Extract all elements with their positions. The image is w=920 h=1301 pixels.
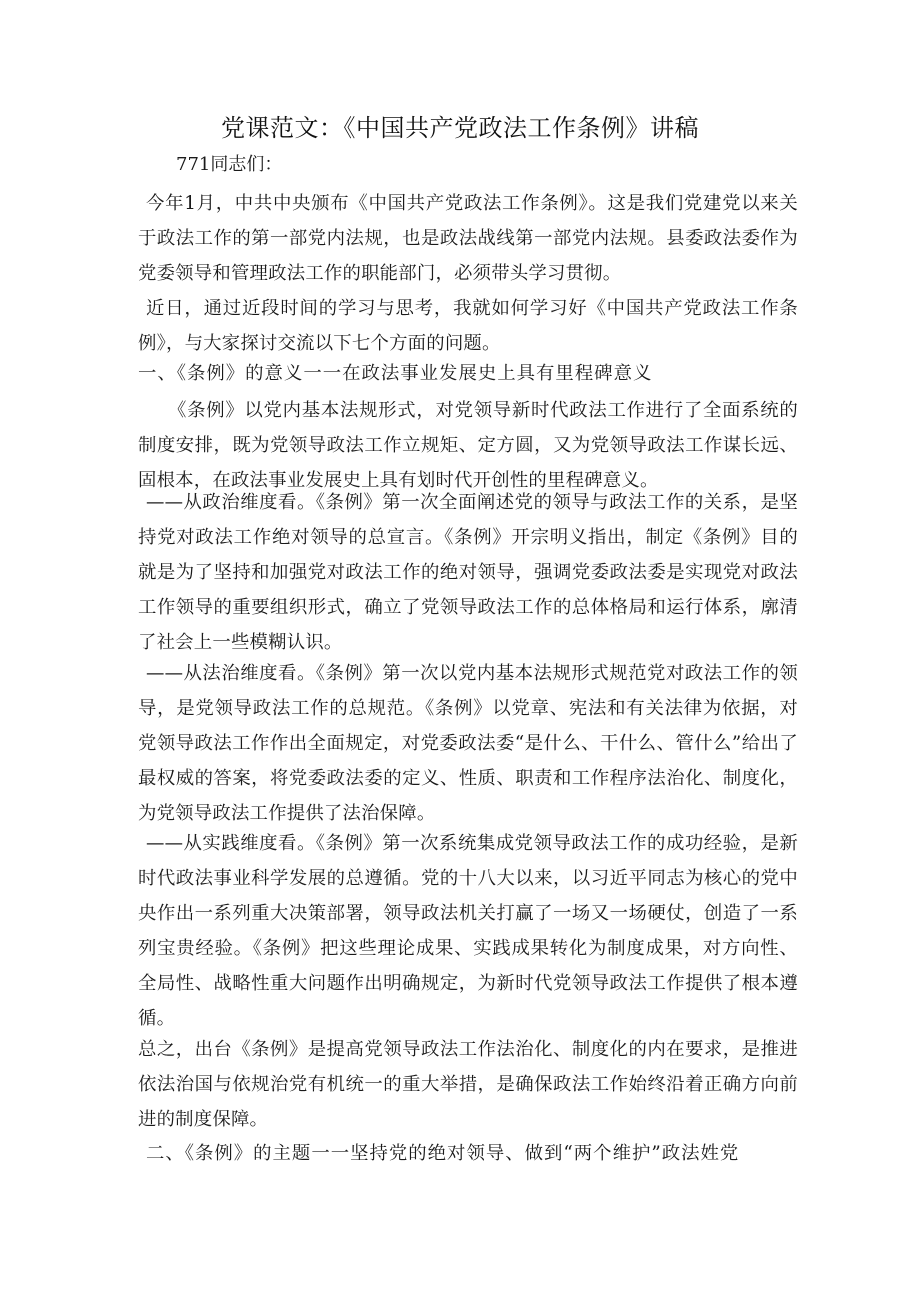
paragraph-4: ——从政治维度看。《条例》第一次全面阐述党的领导与政法工作的关系，是坚持党对政法工作绝对领导的总宣言。《条例》开宗明义指出，制定《条例》目的就是为了坚持和加强党对政法工作的绝对领导，强调党委政法委是实现党对政法工作领导的重要组织形式，确立了党领导政法工作的总体格局和运行体系，廓清了社会上一些模糊认识。	[138, 492, 798, 653]
section-heading-2: 二、《条例》的主题一一坚持党的绝对领导、做到“两个维护”政法姓党	[146, 1143, 740, 1164]
paragraph-7: 总之，出台《条例》是提高党领导政法工作法治化、制度化的内在要求，是推进依法治国与依规治党有机统一的重大举措，是确保政法工作始终沿着正确方向前进的制度保障。	[138, 1039, 798, 1130]
section-heading-1: 一、《条例》的意义一一在政法事业发展史上具有里程碑意义	[138, 363, 653, 384]
paragraph-6: ——从实践维度看。《条例》第一次系统集成党领导政法工作的成功经验，是新时代政法事业科学发展的总遵循。党的十八大以来，以习近平同志为核心的党中央作出一系列重大决策部署，领导政法机关打赢了一场又一场硬仗，创造了一系列宝贵经验。《条例》把这些理论成果、实践成果转化为制度成果，对方向性、全局性、战略性重大问题作出明确规定，为新时代党领导政法工作提供了根本遵循。	[138, 833, 798, 1029]
paragraph-5: ——从法治维度看。《条例》第一次以党内基本法规形式规范党对政法工作的领导，是党领导政法工作的总规范。《条例》以党章、宪法和有关法律为依据，对党领导政法工作作出全面规定，对党委政法委“是什么、干什么、管什么”给出了最权威的答案，将党委政法委的定义、性质、职责和工作程序法治化、制度化，为党领导政法工作提供了法治保障。	[138, 663, 798, 824]
paragraph-2: 近日，通过近段时间的学习与思考，我就如何学习好《中国共产党政法工作条例》，与大家探讨交流以下七个方面的问题。	[138, 298, 798, 354]
paragraph-1: 今年1月，中共中央颁布《中国共产党政法工作条例》。这是我们党建党以来关于政法工作的第一部党内法规，也是政法战线第一部党内法规。县委政法委作为党委领导和管理政法工作的职能部门，必须带头学习贯彻。	[138, 193, 798, 284]
document-title: 党课范文：《中国共产党政法工作条例》讲稿	[221, 114, 699, 142]
paragraph-3: 《条例》以党内基本法规形式，对党领导新时代政法工作进行了全面系统的制度安排，既为党领导政法工作立规矩、定方圆，又为党领导政法工作谋长远、固根本，在政法事业发展史上具有划时代开创性的里程碑意义。	[138, 400, 798, 491]
salutation: 771同志们：	[176, 154, 283, 175]
